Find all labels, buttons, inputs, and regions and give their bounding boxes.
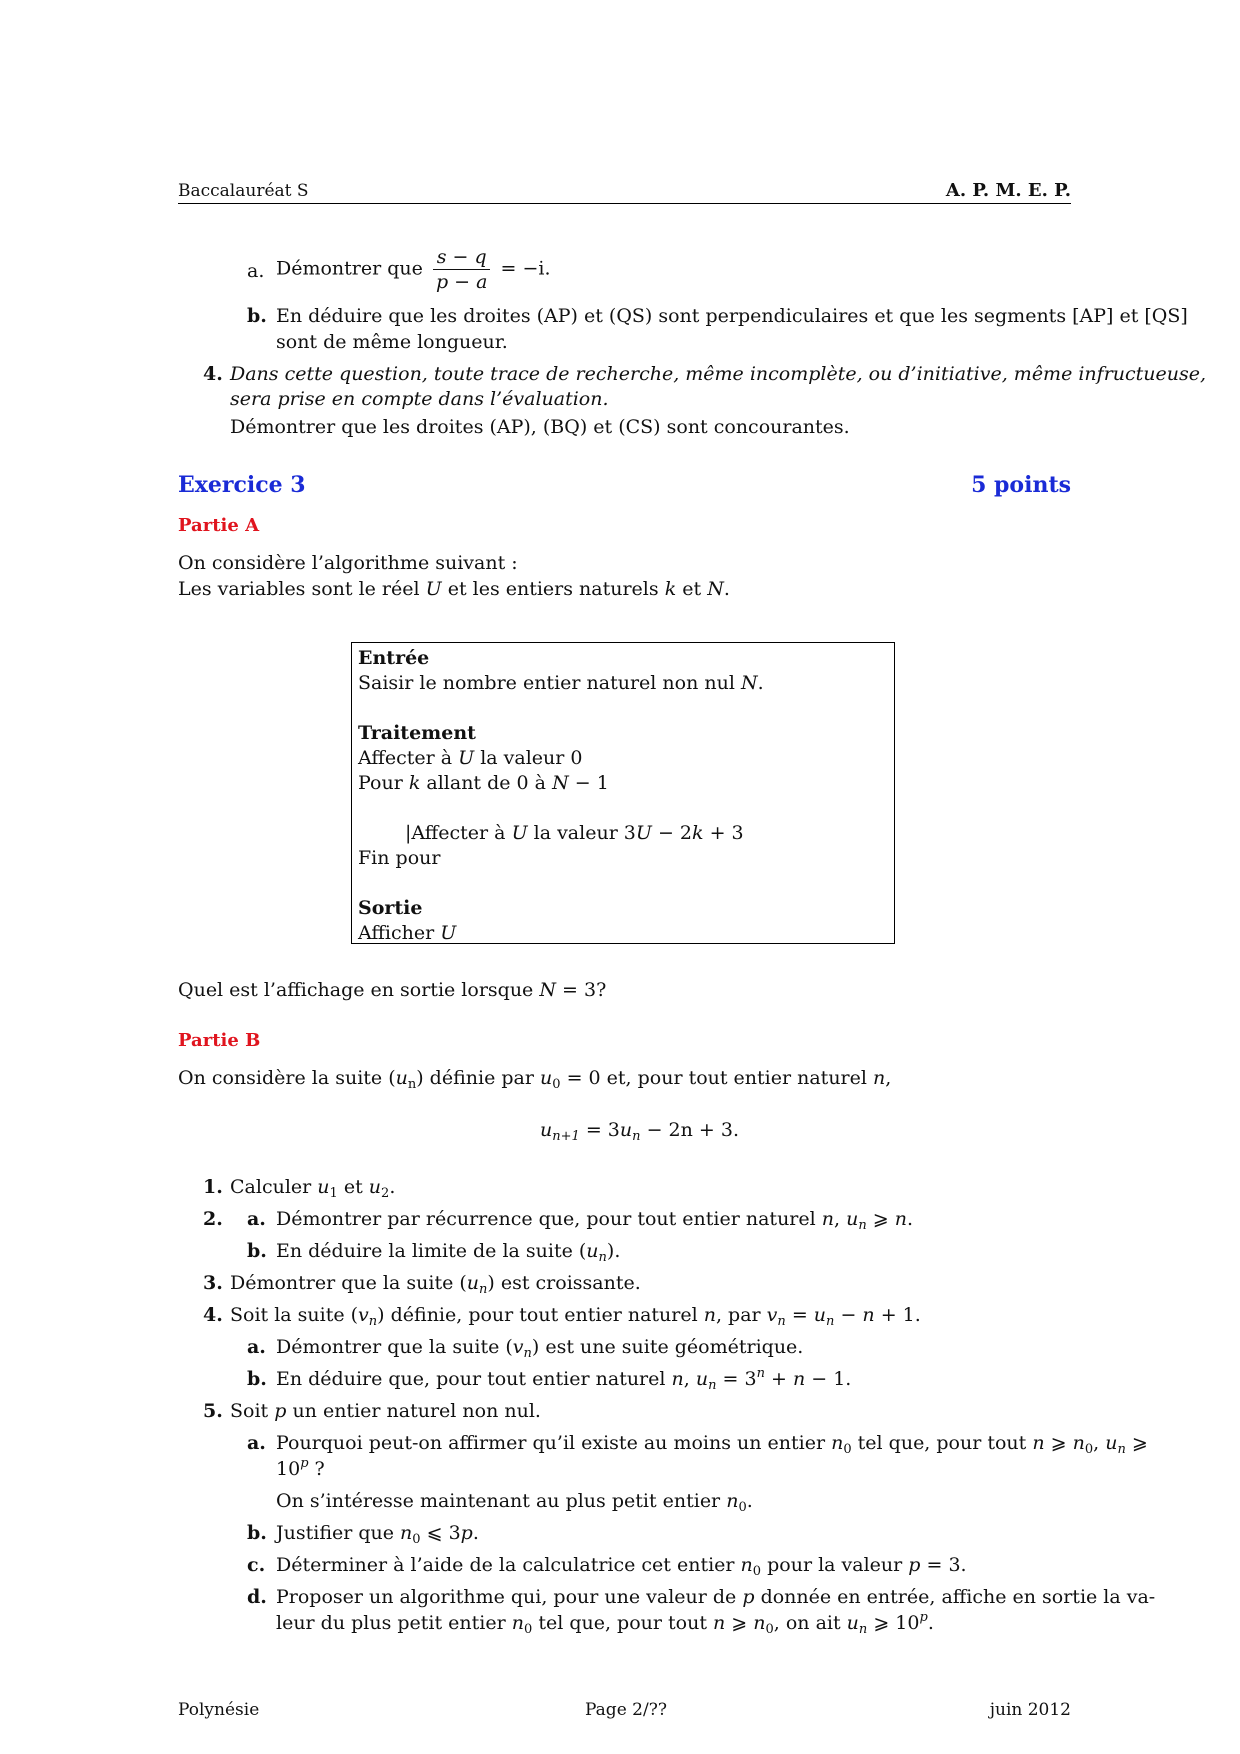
b5-text: Soit p un entier naturel non nul.: [230, 1400, 541, 1422]
b5a-note: On s’intéresse maintenant au plus petit entier $n_0$.: [276, 1490, 753, 1515]
t3-b: la valeur 3: [533, 822, 636, 844]
t2-c: N: [552, 772, 569, 794]
b4a-label: a.: [247, 1336, 266, 1358]
algo-t1: [358, 746, 888, 771]
b1-label: 1.: [203, 1176, 223, 1198]
exercise-title: Exercice 3: [178, 472, 306, 498]
partA-question: [178, 977, 606, 1003]
b4-par: , par: [715, 1304, 761, 1326]
algo-t3: [358, 821, 888, 846]
q4-italic-line1: Dans cette question, toute trace de recherche, même incomplète, ou d’initiative, même infructueuse,: [230, 363, 1207, 385]
q3b-line2: sont de même longueur.: [276, 331, 508, 353]
algo-sortie-title: Sortie: [358, 897, 423, 919]
q3a-text: Démontrer que: [276, 257, 423, 280]
b5d-t1: Proposer un algorithme qui, pour une valeur de: [276, 1586, 737, 1608]
b5a-t: Pourquoi peut-on affirmer qu’il existe au moins un entier: [276, 1432, 826, 1454]
question-a: Quel est l’affichage en sortie lorsque: [178, 979, 534, 1001]
algo-t4: Fin pour: [358, 847, 441, 869]
t1-b: la valeur 0: [480, 747, 583, 769]
b2b-t: En déduire la limite de la suite (: [276, 1240, 587, 1262]
algo-traitement-title: Traitement: [358, 722, 476, 744]
b3-text: Démontrer que la suite $(u_n)$ est croissante.: [230, 1272, 641, 1297]
b5b-text: Justifier que $n_0$ ⩽ 3p.: [276, 1522, 479, 1547]
recurrence-relation: [540, 1117, 739, 1143]
q4-label: 4.: [203, 363, 223, 385]
b4a-end: ) est une suite géométrique.: [531, 1336, 804, 1358]
b4-mid: ) définie, pour tout entier naturel: [377, 1304, 698, 1326]
t3-c: U: [635, 822, 652, 844]
t2-var: k: [408, 772, 421, 794]
q3a-after: = −i.: [500, 257, 551, 280]
entree-var: N: [740, 672, 758, 694]
partB-intro: On considère la suite $(u_n)$ définie par $u_0 = 0$ et, pour tout entier naturel n,: [178, 1067, 892, 1092]
intro2-N: N: [707, 578, 724, 600]
b5a-mid: tel que, pour tout: [857, 1432, 1027, 1454]
algo-sortie-line: [358, 921, 888, 946]
intro2-c: et: [682, 578, 702, 600]
b3-t: Démontrer que la suite (: [230, 1272, 467, 1294]
b2-label: 2.: [203, 1208, 223, 1230]
b5a-line1: Pourquoi peut-on affirmer qu’il existe au moins un entier $n_0$ tel que, pour tout n ⩾ $n_0$, $u_n$ ⩾: [276, 1432, 1148, 1457]
b5d-t2c: , on ait: [773, 1612, 841, 1634]
b5c-t: Déterminer à l’aide de la calculatrice cet entier: [276, 1554, 735, 1576]
intro-b: ) définie par: [416, 1067, 534, 1089]
t2-b: allant de 0 à: [426, 772, 547, 794]
b3-end: ) est croissante.: [487, 1272, 641, 1294]
q3a-frac-num: s − q: [433, 245, 491, 270]
rel-u2: u: [619, 1119, 633, 1141]
sortie-var: U: [440, 922, 457, 944]
question-b: = 3?: [562, 979, 607, 1001]
b5d-t1b: donnée en entrée, affiche en sortie la va-: [760, 1586, 1156, 1608]
t2-a: Pour: [358, 772, 403, 794]
intro-a: On considère la suite (: [178, 1067, 396, 1089]
b5b-t: Justifier que: [276, 1522, 394, 1544]
sortie-text: Afficher: [358, 922, 435, 944]
intro2-d: .: [723, 578, 730, 600]
q4-text: Démontrer que les droites (AP), (BQ) et (CS) sont concourantes.: [230, 416, 850, 438]
b5-end: un entier naturel non nul.: [292, 1400, 541, 1422]
b5c-text: Déterminer à l’aide de la calculatrice cet entier $n_0$ pour la valeur p = 3.: [276, 1554, 967, 1579]
q3a-line: [276, 245, 551, 294]
b2a-text: Démontrer par récurrence que, pour tout entier naturel n, $u_n$ ⩾ n.: [276, 1208, 914, 1233]
b4-text: Soit la suite $(v_n)$ définie, pour tout entier naturel n, par $v_n = u_n - n + 1$.: [230, 1304, 921, 1329]
b5d-t2: leur du plus petit entier: [276, 1612, 506, 1634]
b4-label: 4.: [203, 1304, 223, 1326]
q3a-label: a.: [247, 260, 265, 282]
algo-t2: [358, 771, 888, 796]
t3-f: + 3: [709, 822, 744, 844]
algorithm-box: [351, 642, 895, 944]
header-right: A. P. M. E. P.: [945, 180, 1071, 201]
b5-label: 5.: [203, 1400, 223, 1422]
t1-var: U: [458, 747, 475, 769]
u0-sym: u: [539, 1067, 553, 1089]
exercise-points: 5 points: [971, 472, 1071, 498]
b5a-label: a.: [247, 1432, 266, 1454]
b4b-t: En déduire que, pour tout entier naturel: [276, 1368, 666, 1390]
b5a-note-t: On s’intéresse maintenant au plus petit entier: [276, 1490, 721, 1512]
partA-title: Partie A: [178, 515, 260, 536]
footer-right: juin 2012: [989, 1700, 1071, 1720]
partB-title: Partie B: [178, 1030, 261, 1051]
header-left: Baccalauréat S: [178, 181, 309, 201]
question-var: N: [539, 979, 556, 1001]
b4a-t: Démontrer que la suite (: [276, 1336, 513, 1358]
b4a-text: Démontrer que la suite $(v_n)$ est une suite géométrique.: [276, 1336, 804, 1361]
intro2-k: k: [664, 578, 677, 600]
rel-sub: n+1: [552, 1129, 580, 1144]
b2a-t: Démontrer par récurrence que, pour tout entier naturel: [276, 1208, 816, 1230]
t1-a: Affecter à: [358, 747, 453, 769]
intro-d: ,: [885, 1067, 892, 1089]
footer-left: Polynésie: [178, 1700, 260, 1720]
b3-label: 3.: [203, 1272, 223, 1294]
rel-subn: n: [632, 1129, 641, 1144]
u-sym: u: [395, 1067, 408, 1089]
b5d-line2: leur du plus petit entier $n_0$ tel que, pour tout n ⩾ $n_0$, on ait $u_n$ ⩾ 10$^p$.: [276, 1610, 934, 1637]
b5b-label: b.: [247, 1522, 267, 1544]
t3-e: k: [692, 822, 704, 844]
b2b-text: En déduire la limite de la suite $(u_n)$.: [276, 1240, 621, 1265]
t3-var: U: [511, 822, 528, 844]
b1-t: Calculer: [230, 1176, 312, 1198]
intro2-U: U: [425, 578, 442, 600]
intro-c: = 0 et, pour tout entier naturel: [566, 1067, 867, 1089]
b1-text: Calculer $u_1$ et $u_2$.: [230, 1176, 396, 1201]
b5d-label: d.: [247, 1586, 267, 1608]
b4b-text: En déduire que, pour tout entier naturel n, $u_n = 3^n + n - 1$.: [276, 1366, 852, 1393]
b2b-label: b.: [247, 1240, 267, 1262]
q4-italic-line2: sera prise en compte dans l’évaluation.: [230, 388, 609, 410]
b4b-label: b.: [247, 1368, 267, 1390]
intro2-b: et les entiers naturels: [447, 578, 659, 600]
header-rule: [178, 203, 1071, 204]
q3a-fraction: [433, 245, 491, 294]
intro-n: n: [873, 1067, 886, 1089]
b5c-label: c.: [247, 1554, 266, 1576]
intro2-a: Les variables sont le réel: [178, 578, 420, 600]
t3-d: − 2: [657, 822, 693, 844]
rel-mid: = 3: [585, 1119, 620, 1141]
rel-end: − 2n + 3.: [646, 1119, 739, 1141]
b2a-label: a.: [247, 1208, 266, 1230]
t2-d: − 1: [574, 772, 609, 794]
partA-intro2: [178, 576, 730, 602]
rel-u: u: [540, 1119, 553, 1141]
q3a-frac-den: p − a: [435, 271, 488, 293]
b1-and: et: [343, 1176, 363, 1198]
b5-t: Soit: [230, 1400, 269, 1422]
t3-a: |Affecter à: [405, 822, 506, 844]
partA-intro1: On considère l’algorithme suivant :: [178, 552, 518, 574]
b5a-line2: 10$^p$ ?: [276, 1456, 325, 1480]
algo-entree-line: Saisir le nombre entier naturel non nul N.: [358, 672, 764, 694]
q3b-label: b.: [247, 305, 267, 327]
footer-center: Page 2/??: [585, 1700, 667, 1720]
b5d-line1: Proposer un algorithme qui, pour une valeur de p donnée en entrée, affiche en sortie la va-: [276, 1586, 1156, 1608]
b5c-mid: pour la valeur: [767, 1554, 903, 1576]
b4-t: Soit la suite (: [230, 1304, 359, 1326]
b5d-t2b: tel que, pour tout: [538, 1612, 707, 1634]
entree-text: Saisir le nombre entier naturel non nul: [358, 672, 735, 694]
q3b-line1: En déduire que les droites (AP) et (QS) sont perpendiculaires et que les segments [AP] et [QS]: [276, 305, 1188, 327]
algo-entree-title: Entrée: [358, 647, 430, 669]
